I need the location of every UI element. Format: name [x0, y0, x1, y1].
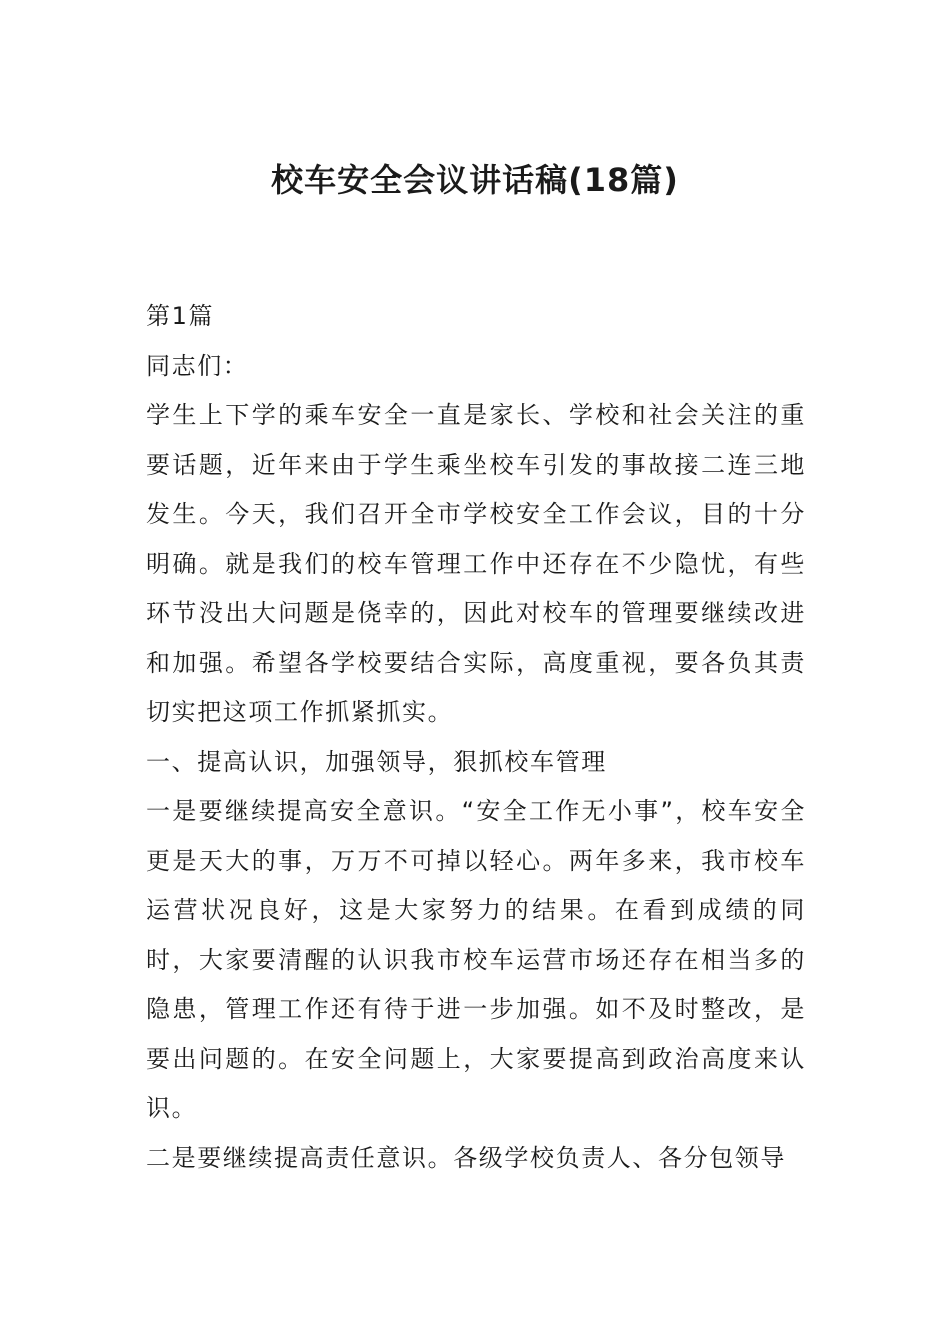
paragraph-intro: 学生上下学的乘车安全一直是家长、学校和社会关注的重要话题，近年来由于学生乘坐校车引发的事故接二连三地发生。今天，我们召开全市学校安全工作会议，目的十分明确。就是我们的校车管理工作中还存在不少隐忧，有些环节没出大问题是侥幸的，因此对校车的管理要继续改进和加强。希望各学校要结合实际，高度重视，要各负其责切实把这项工作抓紧抓实。 [146, 401, 806, 726]
document-body [146, 292, 806, 1183]
section-label: 第1篇 [146, 302, 215, 330]
paragraph-responsibility: 二是要继续提高责任意识。各级学校负责人、各分包领导 [146, 1143, 786, 1172]
paragraph-safety-awareness: 一是要继续提高安全意识。“安全工作无小事”，校车安全更是天大的事，万万不可掉以轻心。两年多来，我市校车运营状况良好，这是大家努力的结果。在看到成绩的同时，大家要清醒的认识我市校车运营市场还存在相当多的隐患，管理工作还有待于进一步加强。如不及时整改，是要出问题的。在安全问题上，大家要提高到政治高度来认识。 [146, 797, 806, 1122]
section-heading: 一、提高认识，加强领导，狠抓校车管理 [146, 747, 607, 776]
document-title: 校车安全会议讲话稿(18篇) [271, 161, 679, 199]
greeting: 同志们： [146, 351, 249, 380]
